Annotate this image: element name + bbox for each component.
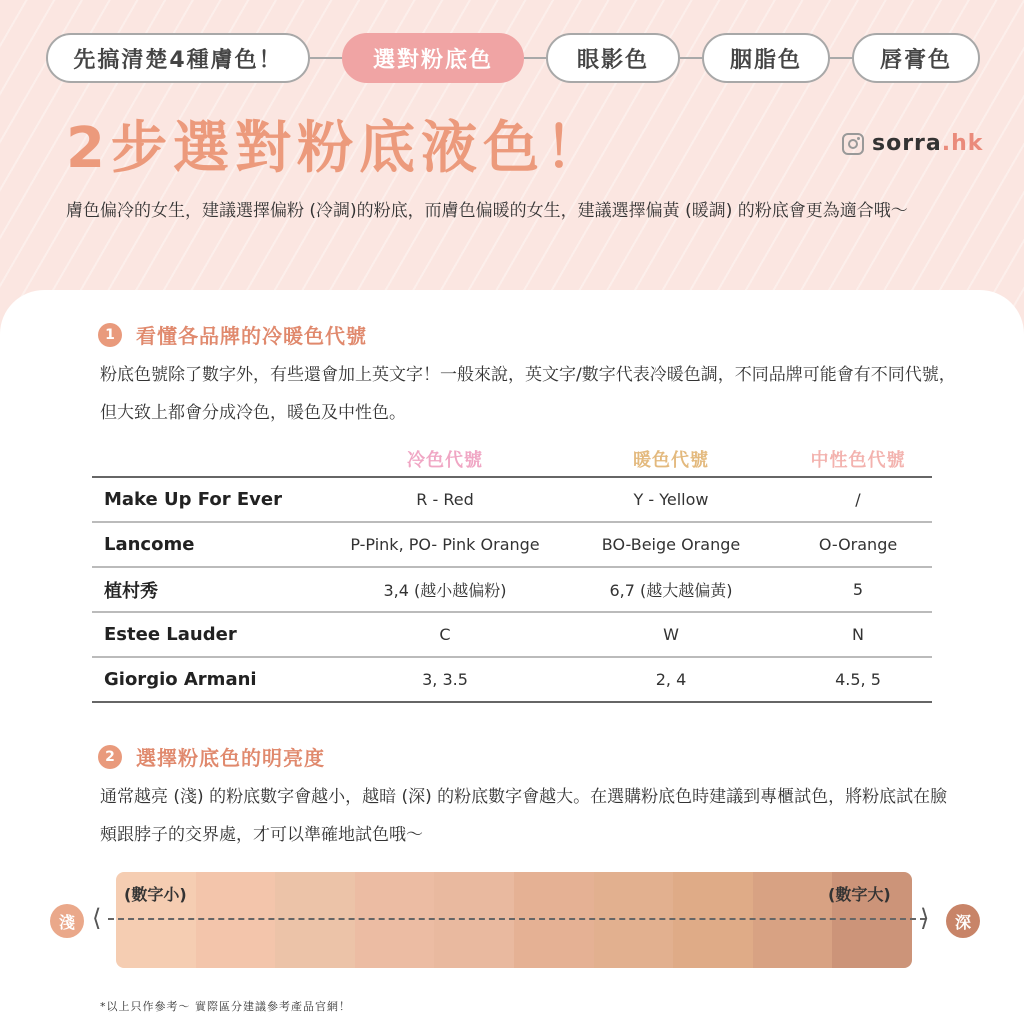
table-row (92, 568, 932, 613)
shade-band (275, 872, 355, 968)
nav-step-label: 先搞清楚4種膚色！ (73, 47, 283, 73)
table-header-row (92, 442, 932, 478)
brand-cell: Lancome (104, 534, 195, 555)
table-header-warm: 暖色代號 (633, 450, 709, 471)
scale-right-label: (數字大) (828, 885, 891, 904)
shade-band (514, 872, 594, 968)
nav-step-label: 選對粉底色 (372, 47, 493, 73)
section-2-title: 選擇粉底色的明亮度 (136, 746, 325, 770)
light-badge: 淺 (50, 904, 84, 938)
intro-text: 膚色偏冷的女生，建議選擇偏粉 (冷調)的粉底，而膚色偏暖的女生，建議選擇偏黃 (暖調) 的粉底會更為適合哦～ (66, 201, 908, 221)
dark-badge: 深 (946, 904, 980, 938)
brand-cell: Estee Lauder (104, 624, 237, 645)
neutral-cell: N (852, 625, 864, 644)
footnote: *以上只作參考～ 實際區分建議參考產品官網！ (100, 1000, 351, 1013)
brand-name-main: sorra (872, 131, 942, 156)
section-2-heading (98, 742, 325, 771)
brand-cell: 植村秀 (104, 580, 158, 602)
section-1-body: 粉底色號除了數字外，有些還會加上英文字！一般來說，英文字/數字代表冷暖色調，不同品牌可能會有不同代號，但大致上都會分成冷色，暖色及中性色。 (100, 365, 956, 423)
cool-cell: R - Red (416, 490, 474, 509)
shade-band (673, 872, 753, 968)
nav-step-label: 唇膏色 (879, 47, 952, 73)
warm-cell: 2, 4 (655, 670, 687, 689)
table-row (92, 523, 932, 568)
nav-step-blush[interactable] (702, 33, 830, 83)
brand-name (872, 131, 983, 156)
brand-cell: Giorgio Armani (104, 669, 257, 690)
cool-cell: C (439, 625, 451, 644)
shade-band (753, 872, 833, 968)
nav-step-skin-tones[interactable] (46, 33, 310, 83)
section-1-heading (98, 320, 367, 349)
scale-left-label: (數字小) (124, 885, 187, 904)
instagram-icon (842, 133, 864, 155)
neutral-cell: 4.5, 5 (835, 670, 881, 689)
brand-shade-table (92, 442, 932, 703)
shade-band (434, 872, 514, 968)
table-row (92, 613, 932, 658)
nav-step-label: 胭脂色 (729, 47, 802, 73)
brand-name-suffix: .hk (941, 131, 984, 156)
table-header-neutral: 中性色代號 (810, 450, 906, 471)
step-navigation (46, 33, 980, 83)
warm-cell: W (663, 625, 679, 644)
brand-handle[interactable] (842, 131, 983, 156)
cool-cell: 3,4 (越小越偏粉) (383, 581, 507, 600)
warm-cell: 6,7 (越大越偏黃) (609, 581, 733, 600)
table-header-cool: 冷色代號 (407, 450, 483, 471)
cool-cell: 3, 3.5 (422, 670, 468, 689)
neutral-cell: O-Orange (818, 535, 898, 554)
table-row (92, 478, 932, 523)
neutral-cell: 5 (852, 580, 864, 599)
nav-step-eyeshadow[interactable] (546, 33, 680, 83)
warm-cell: BO-Beige Orange (601, 535, 741, 554)
arrow-left-icon: ⟨ (92, 904, 102, 932)
brand-cell: Make Up For Ever (104, 489, 282, 510)
nav-step-label: 眼影色 (576, 47, 649, 73)
step-number-badge: 2 (98, 745, 122, 769)
shade-band (196, 872, 276, 968)
shade-band (594, 872, 674, 968)
arrow-right-icon: ⟩ (920, 904, 930, 932)
cool-cell: P-Pink, PO- Pink Orange (350, 535, 540, 554)
section-1-title: 看懂各品牌的冷暖色代號 (136, 324, 367, 348)
shade-swatch-strip (116, 872, 912, 968)
neutral-cell: / (855, 490, 861, 509)
nav-step-lipstick[interactable] (852, 33, 980, 83)
step-number-badge: 1 (98, 323, 122, 347)
shade-band (355, 872, 435, 968)
shade-scale (0, 870, 1024, 970)
page-title: 2步選對粉底液色！ (66, 116, 607, 181)
scale-dashed-line (108, 918, 926, 920)
nav-step-foundation[interactable] (342, 33, 524, 83)
table-row (92, 658, 932, 703)
warm-cell: Y - Yellow (633, 490, 709, 509)
section-2-body: 通常越亮 (淺) 的粉底數字會越小，越暗 (深) 的粉底數字會越大。在選購粉底色時建議到專櫃試色，將粉底試在臉頰跟脖子的交界處，才可以準確地試色哦～ (100, 787, 948, 845)
